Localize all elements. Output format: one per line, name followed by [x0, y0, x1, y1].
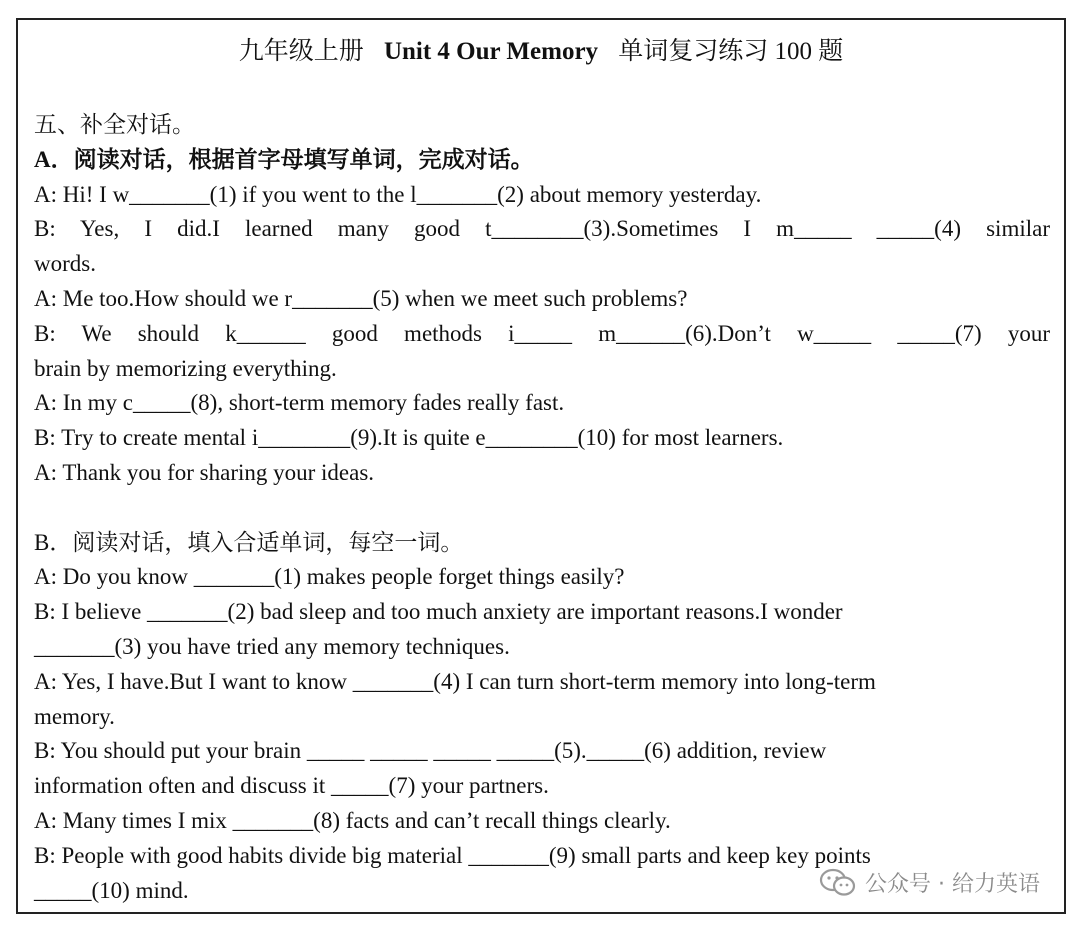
watermark [819, 867, 1040, 898]
part-a-line-4: A: Me too.How should we r_______(5) when we meet such problems? [34, 285, 688, 311]
page-title [18, 36, 1064, 68]
part-a-line-9: A: Thank you for sharing your ideas. [34, 459, 375, 485]
title-suffix: 单词复习练习 100 题 [618, 38, 844, 65]
part-a-line-1: A: Hi! I w_______(1) if you went to the l_______(2) about memory yesterday. [34, 181, 762, 207]
part-b-line-5: memory. [34, 703, 115, 729]
wechat-icon [819, 868, 857, 898]
exercise-content [34, 108, 1050, 908]
part-a-line-8: B: Try to create mental i________(9).It is quite e________(10) for most learners. [34, 425, 784, 451]
part-a-line-2: B: Yes, I did.I learned many good t________(3).Sometimes I m_____ _____(4) similar [34, 216, 1050, 242]
part-a-line-5: B: We should k______ good methods i_____ m______(6).Don’t w_____ _____(7) your [34, 320, 1050, 346]
part-a-line-6: brain by memorizing everything. [34, 355, 337, 381]
part-b-line-8: A: Many times I mix _______(8) facts and can’t recall things clearly. [34, 807, 671, 833]
worksheet [16, 18, 1066, 914]
part-b-line-7: information often and discuss it _____(7) your partners. [34, 773, 549, 799]
watermark-text: 公众号 · 给力英语 [865, 872, 1040, 897]
title-unit: Unit 4 Our Memory [383, 38, 599, 65]
section-heading: 五、补全对话。 [34, 112, 195, 137]
spacer [34, 491, 1050, 526]
part-b-line-1: A: Do you know _______(1) makes people forget things easily? [34, 564, 625, 590]
part-b-line-10: _____(10) mind. [34, 877, 189, 903]
title-prefix: 九年级上册 [238, 38, 364, 65]
part-b-line-6: B: You should put your brain _____ _____ _____ _____(5)._____(6) addition, review [34, 738, 827, 764]
part-a-instruction: A．阅读对话，根据首字母填写单词，完成对话。 [34, 146, 534, 172]
part-b-instruction: B．阅读对话，填入合适单词，每空一词。 [34, 529, 464, 555]
part-a-line-7: A: In my c_____(8), short‑term memory fades really fast. [34, 390, 565, 416]
part-a-line-3: words. [34, 251, 96, 277]
part-b-line-9: B: People with good habits divide big material _______(9) small parts and keep key points [34, 842, 871, 868]
part-b-line-4: A: Yes, I have.But I want to know _______(4) I can turn short‑term memory into long‑term [34, 668, 876, 694]
part-b-line-2: B: I believe _______(2) bad sleep and too much anxiety are important reasons.I wonder [34, 599, 843, 625]
part-b-line-3: _______(3) you have tried any memory techniques. [34, 633, 510, 659]
